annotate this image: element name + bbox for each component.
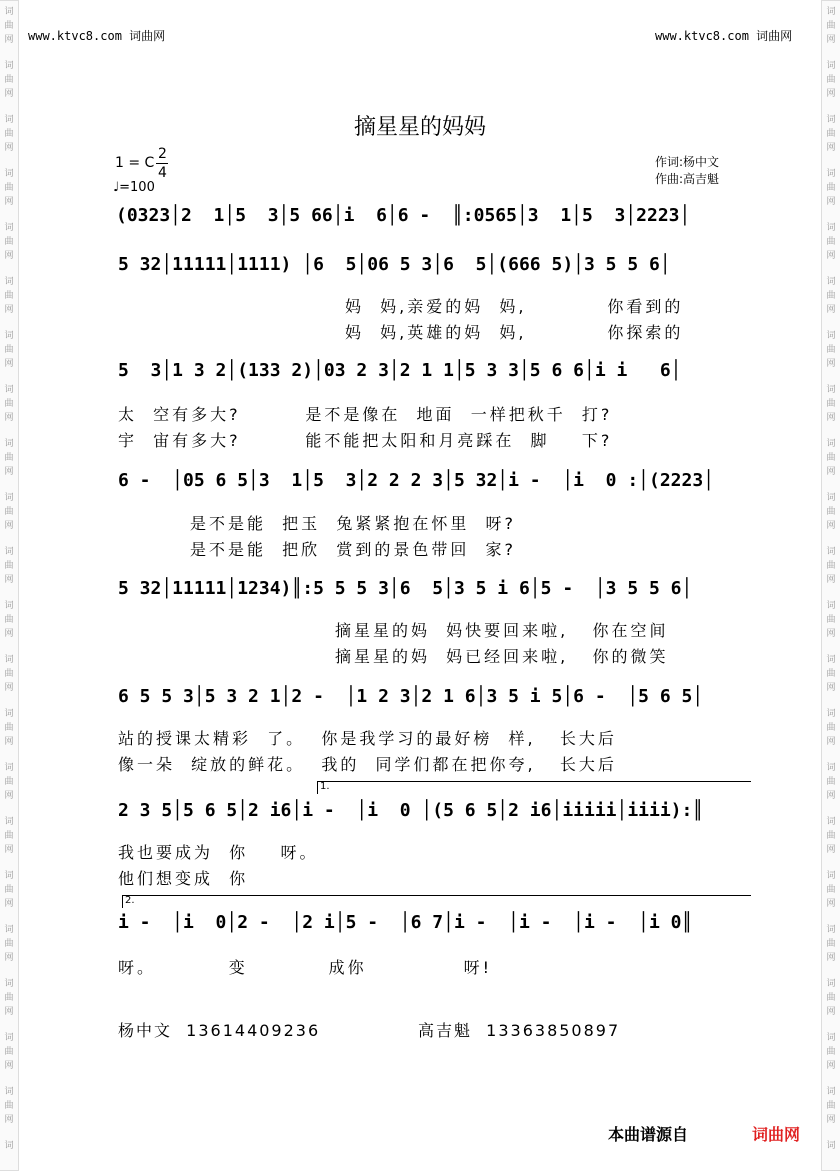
composer-contact: 高吉魁 13363850897 xyxy=(418,1021,621,1040)
lyrics-row-5-verse-1: 摘星星的妈 妈快要回来啦, 你在空间 xyxy=(335,621,669,640)
side-watermark-glyph: 词 xyxy=(826,331,836,341)
side-watermark-glyph: 词 xyxy=(4,385,14,395)
notation-row-3: 5 3│1 3 2│(133 2)│03 2 3│2 1 1│5 3 3│5 6 6│i i 6│ xyxy=(118,360,682,381)
side-watermark-glyph: 曲 xyxy=(826,1047,836,1057)
side-watermark-glyph: 网 xyxy=(826,359,836,369)
side-watermark-glyph: 网 xyxy=(4,359,14,369)
side-watermark-glyph: 曲 xyxy=(4,183,14,193)
side-watermark-glyph: 曲 xyxy=(826,291,836,301)
lyrics-row-4-verse-2: 是不是能 把欣 赏到的景色带回 家? xyxy=(190,540,517,559)
side-watermark-glyph: 曲 xyxy=(826,561,836,571)
side-watermark-glyph: 词 xyxy=(4,7,14,17)
lyrics-row-5-verse-2: 摘星星的妈 妈已经回来啦, 你的微笑 xyxy=(335,647,669,666)
side-watermark-glyph: 网 xyxy=(826,35,836,45)
side-watermark-glyph: 词 xyxy=(826,655,836,665)
side-watermark-glyph: 网 xyxy=(826,1007,836,1017)
side-watermark-glyph: 网 xyxy=(4,251,14,261)
lyrics-row-2-verse-1: 妈 妈,亲爱的妈 妈, 你看到的 xyxy=(345,297,684,316)
left-watermark-strip xyxy=(0,0,19,1171)
side-watermark-glyph: 词 xyxy=(4,439,14,449)
side-watermark-glyph: 曲 xyxy=(4,507,14,517)
side-watermark-glyph: 网 xyxy=(4,791,14,801)
side-watermark-glyph: 网 xyxy=(4,143,14,153)
side-watermark-glyph: 曲 xyxy=(826,939,836,949)
side-watermark-glyph: 词 xyxy=(826,763,836,773)
side-watermark-glyph: 曲 xyxy=(4,345,14,355)
side-watermark-glyph: 词 xyxy=(4,925,14,935)
side-watermark-glyph: 词 xyxy=(4,979,14,989)
side-watermark-glyph: 曲 xyxy=(4,615,14,625)
lyricist-credit: 作词:杨中文 xyxy=(655,155,720,169)
song-title: 摘星星的妈妈 xyxy=(353,115,486,140)
first-ending-bracket xyxy=(317,781,751,794)
second-ending-number: 2. xyxy=(125,895,135,906)
composer-credit: 作曲:高吉魁 xyxy=(655,172,720,186)
side-watermark-glyph: 词 xyxy=(826,439,836,449)
side-watermark-glyph: 网 xyxy=(4,1007,14,1017)
side-watermark-glyph: 曲 xyxy=(826,885,836,895)
side-watermark-glyph: 曲 xyxy=(826,237,836,247)
time-signature-bottom: 4 xyxy=(158,165,167,181)
side-watermark-glyph: 网 xyxy=(826,845,836,855)
side-watermark-glyph: 网 xyxy=(4,899,14,909)
side-watermark-glyph: 词 xyxy=(826,601,836,611)
side-watermark-glyph: 词 xyxy=(4,871,14,881)
notation-row-6: 6 5 5 3│5 3 2 1│2 - │1 2 3│2 1 6│3 5 i 5│6 - │5 6 5│ xyxy=(118,686,704,707)
side-watermark-glyph: 网 xyxy=(826,197,836,207)
side-watermark-glyph: 词 xyxy=(4,169,14,179)
side-watermark-glyph: 词 xyxy=(826,547,836,557)
side-watermark-glyph: 词 xyxy=(4,763,14,773)
notation-row-1: (0323│2 1│5 3│5 66│i 6│6 - ║:0565│3 1│5 3│2223│ xyxy=(116,205,691,226)
side-watermark-glyph: 词 xyxy=(826,979,836,989)
side-watermark-glyph: 网 xyxy=(4,845,14,855)
lyrics-row-8: 呀。 变 成你 呀! xyxy=(118,958,493,977)
side-watermark-glyph: 网 xyxy=(826,683,836,693)
side-watermark-glyph: 词 xyxy=(826,817,836,827)
side-watermark-glyph: 曲 xyxy=(4,291,14,301)
side-watermark-glyph: 词 xyxy=(826,871,836,881)
side-watermark-glyph: 网 xyxy=(4,1115,14,1125)
side-watermark-glyph: 网 xyxy=(4,953,14,963)
time-signature-bar xyxy=(156,163,168,164)
notation-row-7: 2 3 5│5 6 5│2 i6│i - │i 0 │(5 6 5│2 i6│iiiii│iiii):║ xyxy=(118,800,704,821)
side-watermark-glyph: 曲 xyxy=(826,723,836,733)
side-watermark-glyph: 词 xyxy=(826,169,836,179)
side-watermark-glyph: 词 xyxy=(4,115,14,125)
side-watermark-glyph: 网 xyxy=(826,629,836,639)
side-watermark-glyph: 词 xyxy=(826,1141,836,1151)
side-watermark-glyph: 曲 xyxy=(4,723,14,733)
lyrics-row-2-verse-2: 妈 妈,英雄的妈 妈, 你探索的 xyxy=(345,323,684,342)
side-watermark-glyph: 曲 xyxy=(4,831,14,841)
side-watermark-glyph: 词 xyxy=(826,115,836,125)
side-watermark-glyph: 网 xyxy=(826,1115,836,1125)
side-watermark-glyph: 曲 xyxy=(826,1101,836,1111)
notation-row-5: 5 32│11111│1234)║:5 5 5 3│6 5│3 5 i 6│5 - │3 5 5 6│ xyxy=(118,578,693,599)
side-watermark-glyph: 曲 xyxy=(4,1101,14,1111)
side-watermark-glyph: 词 xyxy=(4,223,14,233)
side-watermark-glyph: 网 xyxy=(4,575,14,585)
side-watermark-glyph: 曲 xyxy=(4,885,14,895)
side-watermark-glyph: 网 xyxy=(826,737,836,747)
side-watermark-glyph: 网 xyxy=(826,143,836,153)
side-watermark-glyph: 曲 xyxy=(4,993,14,1003)
lyrics-row-7-verse-1: 我也要成为 你 呀。 xyxy=(118,843,319,862)
side-watermark-glyph: 曲 xyxy=(826,669,836,679)
side-watermark-glyph: 曲 xyxy=(4,129,14,139)
side-watermark-glyph: 词 xyxy=(4,331,14,341)
header-watermark-right: www.ktvc8.com 词曲网 xyxy=(655,29,793,43)
side-watermark-glyph: 词 xyxy=(826,223,836,233)
side-watermark-glyph: 词 xyxy=(826,61,836,71)
side-watermark-glyph: 网 xyxy=(4,305,14,315)
side-watermark-glyph: 曲 xyxy=(826,993,836,1003)
side-watermark-glyph: 词 xyxy=(826,385,836,395)
side-watermark-glyph: 词 xyxy=(4,601,14,611)
side-watermark-glyph: 曲 xyxy=(826,21,836,31)
side-watermark-glyph: 网 xyxy=(4,467,14,477)
side-watermark-glyph: 词 xyxy=(4,817,14,827)
side-watermark-glyph: 曲 xyxy=(4,561,14,571)
side-watermark-glyph: 网 xyxy=(826,1061,836,1071)
side-watermark-glyph: 曲 xyxy=(826,129,836,139)
side-watermark-glyph: 网 xyxy=(4,413,14,423)
side-watermark-glyph: 曲 xyxy=(826,831,836,841)
side-watermark-glyph: 曲 xyxy=(4,1047,14,1057)
side-watermark-glyph: 网 xyxy=(826,575,836,585)
side-watermark-glyph: 词 xyxy=(4,547,14,557)
side-watermark-glyph: 网 xyxy=(826,899,836,909)
side-watermark-glyph: 网 xyxy=(826,953,836,963)
side-watermark-glyph: 词 xyxy=(4,61,14,71)
side-watermark-glyph: 词 xyxy=(826,277,836,287)
side-watermark-glyph: 词 xyxy=(4,277,14,287)
side-watermark-glyph: 词 xyxy=(826,493,836,503)
side-watermark-glyph: 曲 xyxy=(4,399,14,409)
notation-row-8: i - │i 0│2 - │2 i│5 - │6 7│i - │i - │i - │i 0║ xyxy=(118,912,693,933)
side-watermark-glyph: 曲 xyxy=(826,345,836,355)
side-watermark-glyph: 曲 xyxy=(4,453,14,463)
side-watermark-glyph: 网 xyxy=(4,737,14,747)
side-watermark-glyph: 网 xyxy=(826,413,836,423)
lyrics-row-3-verse-2: 宇 宙有多大? 能不能把太阳和月亮踩在 脚 下? xyxy=(118,431,613,450)
side-watermark-glyph: 曲 xyxy=(826,777,836,787)
side-watermark-glyph: 网 xyxy=(826,791,836,801)
side-watermark-glyph: 词 xyxy=(826,1033,836,1043)
side-watermark-glyph: 词 xyxy=(4,493,14,503)
side-watermark-glyph: 词 xyxy=(826,925,836,935)
side-watermark-glyph: 曲 xyxy=(4,21,14,31)
lyrics-row-3-verse-1: 太 空有多大? 是不是像在 地面 一样把秋千 打? xyxy=(118,405,613,424)
side-watermark-glyph: 词 xyxy=(826,709,836,719)
side-watermark-glyph: 词 xyxy=(826,1087,836,1097)
side-watermark-glyph: 网 xyxy=(826,305,836,315)
notation-row-4: 6 - │05 6 5│3 1│5 3│2 2 2 3│5 32│i - │i 0 :│(2223│ xyxy=(118,470,715,491)
source-site-link[interactable]: 词曲网 xyxy=(752,1125,801,1144)
lyrics-row-4-verse-1: 是不是能 把玉 兔紧紧抱在怀里 呀? xyxy=(190,514,517,533)
side-watermark-glyph: 曲 xyxy=(826,615,836,625)
key-signature: 1 = C xyxy=(115,155,155,171)
side-watermark-glyph: 网 xyxy=(826,89,836,99)
side-watermark-glyph: 曲 xyxy=(4,75,14,85)
side-watermark-glyph: 网 xyxy=(4,683,14,693)
side-watermark-glyph: 网 xyxy=(4,197,14,207)
side-watermark-glyph: 网 xyxy=(4,89,14,99)
side-watermark-glyph: 词 xyxy=(4,709,14,719)
lyricist-contact: 杨中文 13614409236 xyxy=(118,1021,321,1040)
side-watermark-glyph: 曲 xyxy=(826,399,836,409)
side-watermark-glyph: 曲 xyxy=(4,237,14,247)
side-watermark-glyph: 网 xyxy=(826,251,836,261)
header-watermark-left: www.ktvc8.com 词曲网 xyxy=(28,29,166,43)
side-watermark-glyph: 曲 xyxy=(826,183,836,193)
first-ending-number: 1. xyxy=(320,781,330,792)
lyrics-row-6-verse-1: 站的授课太精彩 了。 你是我学习的最好榜 样, 长大后 xyxy=(118,729,617,748)
tempo-marking: ♩=100 xyxy=(113,180,155,195)
side-watermark-glyph: 曲 xyxy=(4,939,14,949)
side-watermark-glyph: 曲 xyxy=(4,669,14,679)
side-watermark-glyph: 词 xyxy=(4,1141,14,1151)
side-watermark-glyph: 词 xyxy=(826,7,836,17)
side-watermark-glyph: 网 xyxy=(826,521,836,531)
source-label: 本曲谱源自 xyxy=(608,1125,689,1144)
side-watermark-glyph: 网 xyxy=(4,1061,14,1071)
time-signature-top: 2 xyxy=(158,146,167,162)
lyrics-row-7-verse-2: 他们想变成 你 xyxy=(118,869,249,888)
notation-row-2: 5 32│11111│1111) │6 5│06 5 3│6 5│(666 5)│3 5 5 6│ xyxy=(118,254,671,275)
side-watermark-glyph: 词 xyxy=(4,1033,14,1043)
side-watermark-glyph: 词 xyxy=(4,1087,14,1097)
lyrics-row-6-verse-2: 像一朵 绽放的鲜花。 我的 同学们都在把你夸, 长大后 xyxy=(118,755,617,774)
side-watermark-glyph: 曲 xyxy=(826,453,836,463)
side-watermark-glyph: 曲 xyxy=(826,507,836,517)
side-watermark-glyph: 网 xyxy=(4,35,14,45)
side-watermark-glyph: 曲 xyxy=(826,75,836,85)
side-watermark-glyph: 网 xyxy=(826,467,836,477)
side-watermark-glyph: 曲 xyxy=(4,777,14,787)
side-watermark-glyph: 网 xyxy=(4,521,14,531)
second-ending-bracket xyxy=(122,895,751,908)
right-watermark-strip xyxy=(821,0,840,1171)
side-watermark-glyph: 网 xyxy=(4,629,14,639)
side-watermark-glyph: 词 xyxy=(4,655,14,665)
